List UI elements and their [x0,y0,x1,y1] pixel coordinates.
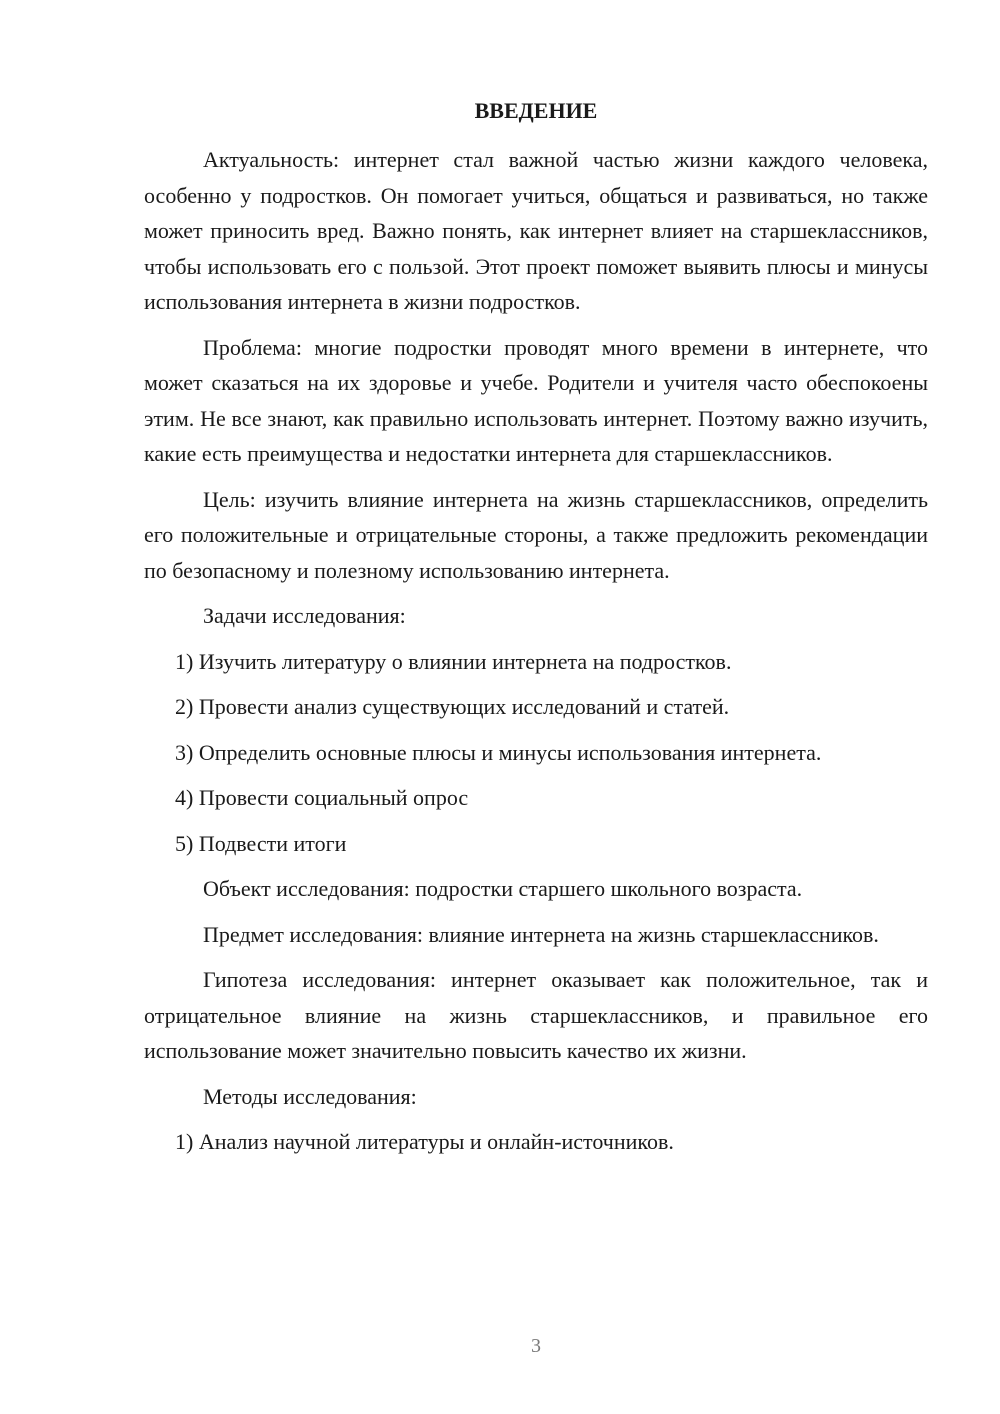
paragraph-goal: Цель: изучить влияние интернета на жизнь старшеклассников, определить его положительные и отрицательные стороны, а также предложить рекомендации по безопасному и полезному использованию интернета. [144,486,928,583]
paragraph-relevance: Актуальность: интернет стал важной частью жизни каждого человека, особенно у подростков. Он помогает учиться, общаться и развиваться, но также может приносить вред. Важно понять, как интернет влияет на старшеклассников, чтобы использовать его с пользой. Этот проект поможет выявить плюсы и минусы использования интернета в жизни подростков. [144,147,928,314]
page-number: 3 [531,1335,541,1357]
task-item-5: 5) Подвести итоги [175,830,347,856]
tasks-heading: Задачи исследования: [203,603,406,628]
methods-heading: Методы исследования: [203,1083,417,1109]
paragraph-subject: Предмет исследования: влияние интернета на жизнь старшеклассников. [203,921,879,947]
section-title: ВВЕДЕНИЕ [474,98,598,123]
task-item-3: 3) Определить основные плюсы и минусы использования интернета. [175,739,822,765]
paragraph-hypothesis: Гипотеза исследования: интернет оказывает как положительное, так и отрицательное влияние на жизнь старшеклассников, и правильное его использование может значительно повысить качество их жизни. [144,967,928,1063]
task-item-1: 1) Изучить литературу о влиянии интернета на подростков. [175,648,732,674]
paragraph-object: Объект исследования: подростки старшего школьного возраста. [203,876,803,901]
task-item-4: 4) Провести социальный опрос [175,785,469,810]
method-item-1: 1) Анализ научной литературы и онлайн-источников. [175,1129,674,1154]
document-body [144,142,928,1170]
task-item-2: 2) Провести анализ существующих исследований и статей. [175,694,730,719]
paragraph-problem: Проблема: многие подростки проводят много времени в интернете, что может сказаться на их здоровье и учебе. Родители и учителя часто обеспокоены этим. Не все знают, как правильно использовать интернет. Поэтому важно изучить, какие есть преимущества и недостатки интернета для старшеклассников. [144,334,928,466]
